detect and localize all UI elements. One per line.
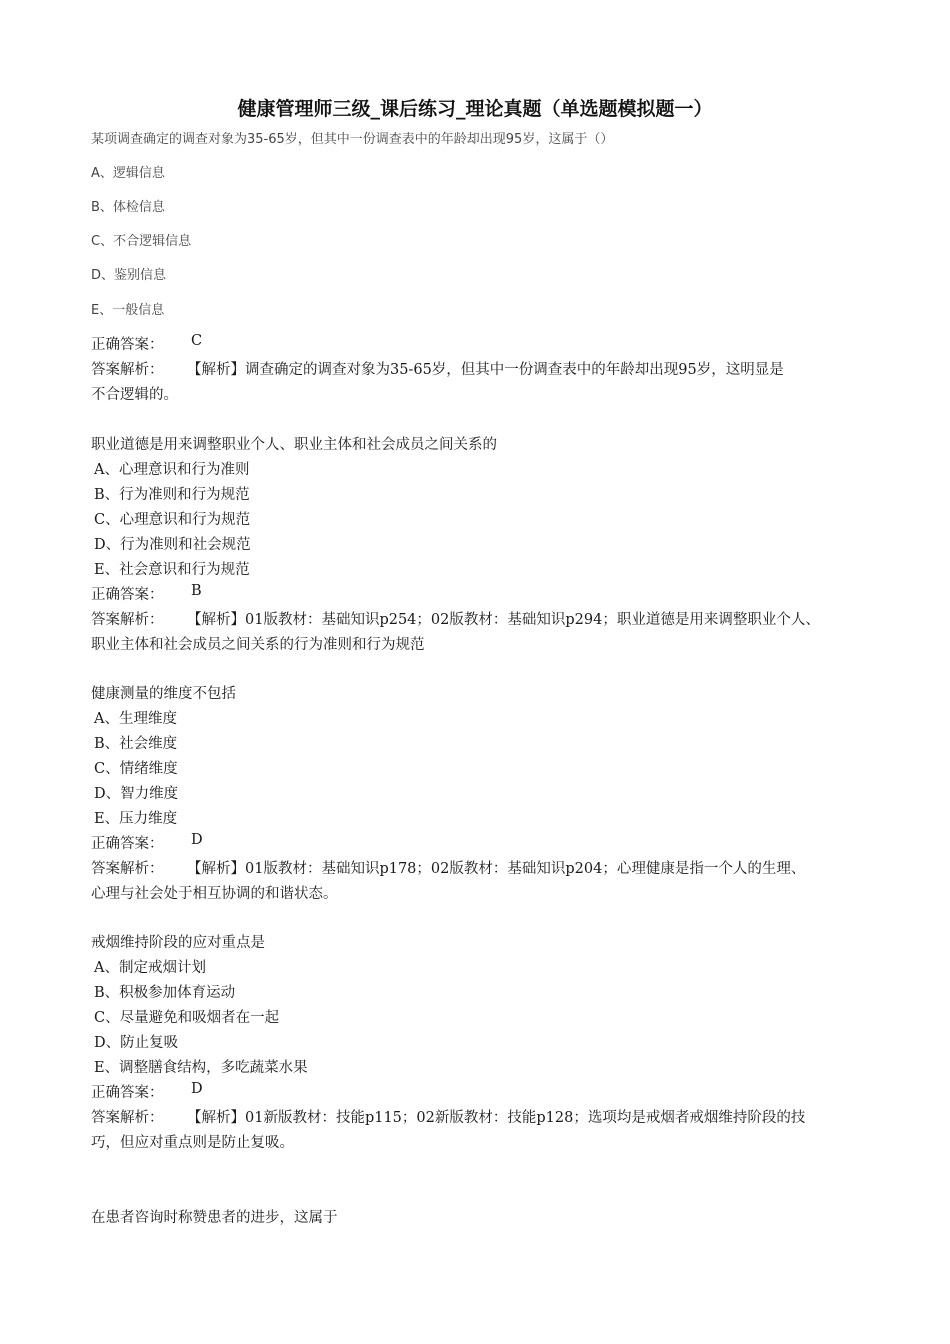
option-c: C、不合逻辑信息 [91,234,192,249]
option-b: B、积极参加体育运动 [94,985,236,1001]
analysis-text: 心理与社会处于相互协调的和谐状态。 [91,886,338,902]
option-e: E、社会意识和行为规范 [94,562,250,578]
question-stem: 在患者咨询时称赞患者的进步，这属于 [91,1210,338,1226]
question-stem: 职业道德是用来调整职业个人、职业主体和社会成员之间关系的 [91,437,497,453]
analysis-text: 【解析】01新版教材：技能p115；02新版教材：技能p128；选项均是戒烟者戒烟维持阶段的技 [187,1110,806,1126]
analysis-text: 不合逻辑的。 [91,387,178,403]
analysis-label: 答案解析： [91,861,164,877]
answer-label: 正确答案： [91,1085,164,1101]
analysis-text: 巧，但应对重点则是防止复吸。 [91,1135,294,1151]
option-b: B、行为准则和行为规范 [94,487,250,503]
page-title: 健康管理师三级_课后练习_理论真题（单选题模拟题一） [237,98,713,120]
question-stem: 戒烟维持阶段的应对重点是 [91,935,265,951]
answer-value: C [191,333,203,349]
option-e: E、调整膳食结构，多吃蔬菜水果 [94,1060,308,1076]
option-d: D、智力维度 [94,786,179,802]
analysis-label: 答案解析： [91,362,164,378]
option-b: B、社会维度 [94,736,178,752]
answer-value: B [191,583,202,599]
analysis-text: 【解析】01版教材：基础知识p178；02版教材：基础知识p204；心理健康是指一个人的生理、 [187,861,806,877]
analysis-text: 【解析】调查确定的调查对象为35-65岁，但其中一份调查表中的年龄却出现95岁，这明显是 [187,362,784,378]
analysis-label: 答案解析： [91,1110,164,1126]
answer-value: D [191,1081,203,1097]
option-c: C、尽量避免和吸烟者在一起 [94,1010,280,1026]
option-d: D、防止复吸 [94,1035,179,1051]
answer-label: 正确答案： [91,836,164,852]
analysis-label: 答案解析： [91,612,164,628]
answer-label: 正确答案： [91,587,164,603]
option-e: E、一般信息 [91,303,165,318]
question-stem: 健康测量的维度不包括 [91,686,236,702]
question-stem: 某项调查确定的调查对象为35-65岁，但其中一份调查表中的年龄却出现95岁，这属于（） [91,132,614,147]
option-a: A、心理意识和行为准则 [94,462,250,478]
option-a: A、生理维度 [94,711,177,727]
option-d: D、行为准则和社会规范 [94,537,251,553]
analysis-text: 职业主体和社会成员之间关系的行为准则和行为规范 [91,637,425,653]
option-b: B、体检信息 [91,200,165,215]
answer-value: D [191,832,203,848]
analysis-text: 【解析】01版教材：基础知识p254；02版教材：基础知识p294；职业道德是用来调整职业个人、 [187,612,820,628]
option-a: A、逻辑信息 [91,166,165,181]
option-d: D、鉴别信息 [91,268,167,283]
option-c: C、情绪维度 [94,761,178,777]
option-a: A、制定戒烟计划 [94,960,206,976]
option-c: C、心理意识和行为规范 [94,512,251,528]
answer-label: 正确答案： [91,337,164,353]
option-e: E、压力维度 [94,811,178,827]
